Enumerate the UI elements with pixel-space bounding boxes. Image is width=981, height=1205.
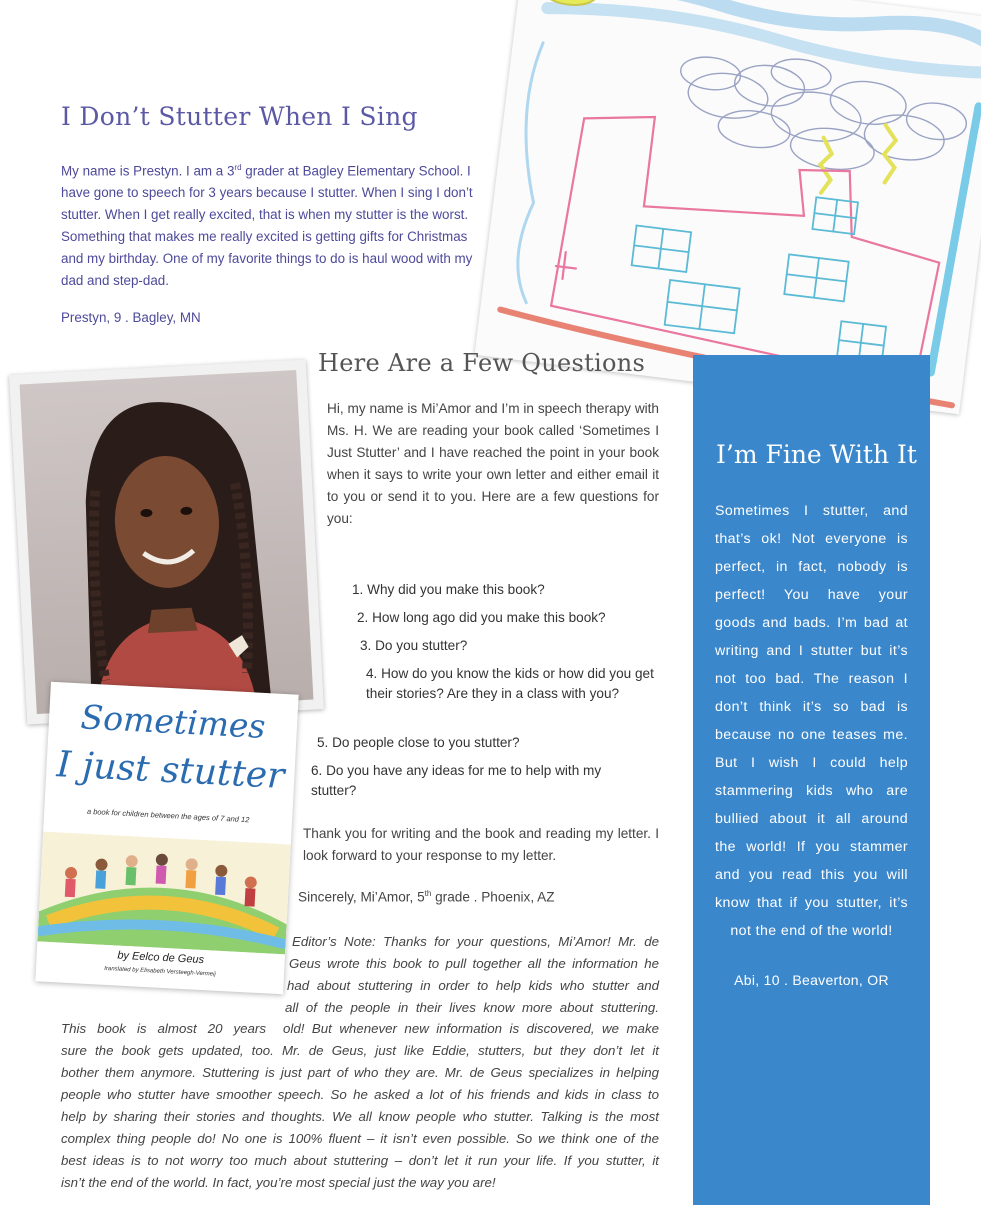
story3-body: Sometimes I stutter, and that’s ok! Not everyone is perfect, in fact, nobody is perfect! You have your goods and bads. I’m bad at writing and I stutter but it’s not too bad. The reason I don’t think it’s so bad is because no one teases me. But I wish I could help stammering kids who are bullied about it all around the world! If you stammer and you read this you will know that if you stutter, it’s not the end of the world! [715,503,908,939]
editor-note-line: Geus wrote this book to pull together all the information he [289,956,659,971]
story1-title: I Don’t Stutter When I Sing [61,102,418,131]
story1-signature: Prestyn, 9 . Bagley, MN [61,310,201,325]
book-title-line2: I just stutter [55,744,286,798]
editor-note-line: had about stuttering in order to help kids who stutter and [287,978,659,993]
question-item: 3. Do you stutter? [360,638,468,653]
editor-note-line: all of the people in their lives know more about stuttering. [285,1000,659,1015]
editor-note-line: people who stutter have smoother speech. So he asked a lot of his friends and kids in class to [61,1087,659,1102]
story2-intro: Hi, my name is Mi’Amor and I’m in speech therapy with Ms. H. We are reading your book called ‘Sometimes I Just Stutter’ and I have reached the point in your book when it says to write your own letter and either email it to you or send it to you. Here are a few questions for you: [327,401,659,526]
book-translator: translated by Elisabeth Versteegh-Vermeij [104,965,216,978]
editor-note-line: old! But whenever new information is discovered, we make [283,1021,659,1036]
question-item: 5. Do people close to you stutter? [317,735,520,750]
girl-portrait-illustration [20,370,314,714]
editor-note-line: sure the book gets updated, too. Mr. de Geus, just like Eddie, stutters, but they don’t let it [61,1043,659,1058]
question-item: 4. How do you know the kids or how did you get their stories? Are they in a class with you? [366,666,654,701]
question-item: 1. Why did you make this book? [352,582,545,597]
story2-signature: Sincerely, Mi’Amor, 5th grade . Phoenix, AZ [298,889,555,905]
editor-note-line: best ideas is to not worry too much about stuttering – don’t let it run your life. If you stutter, it [61,1153,659,1168]
book-title-line1: Sometimes [79,697,267,746]
editor-note-line: complex thing people do! No one is 100% fluent – it isn’t even possible. So we think one of the [61,1131,659,1146]
book-subtitle: a book for children between the ages of 7 and 12 [86,806,250,825]
book-author: by Eelco de Geus [117,949,205,967]
editor-note-line: isn’t the end of the world. In fact, you’re most special just the way you are! [61,1175,496,1190]
story3-signature: Abi, 10 . Beaverton, OR [734,972,889,988]
story3-title: I’m Fine With It [716,440,917,469]
editor-note-line: This book is almost 20 years [61,1021,266,1036]
editor-note-line: Editor’s Note: Thanks for your questions, Mi’Amor! Mr. de [292,934,659,949]
photo-frame [9,359,324,724]
book-cover [35,682,298,995]
editor-note-line: help by sharing their stories and thoughts. We all know people who stutter. Talking is the most [61,1109,659,1124]
story2-title: Here Are a Few Questions [318,349,646,377]
story2-thanks: Thank you for writing and the book and reading my letter. I look forward to your response to my letter. [303,826,659,863]
girl-photo [20,370,314,714]
question-item: 2. How long ago did you make this book? [357,610,606,625]
story1-body: My name is Prestyn. I am a 3rd grader at Bagley Elementary School. I have gone to speech for 3 years because I stutter. When I sing I don’t stutter. When I get really excited, that is when my stutter is the worst. Something that makes me really excited is getting gifts for Christmas and my birthday. One of my favorite things to do is haul wood with my dad and step-dad. [61,163,473,288]
editor-note-line: bother them anymore. Stuttering is just part of who they are. Mr. de Geus specializes in helping [61,1065,659,1080]
question-item: 6. Do you have any ideas for me to help with my stutter? [311,763,602,798]
children-on-bridge-illustration [37,832,290,955]
